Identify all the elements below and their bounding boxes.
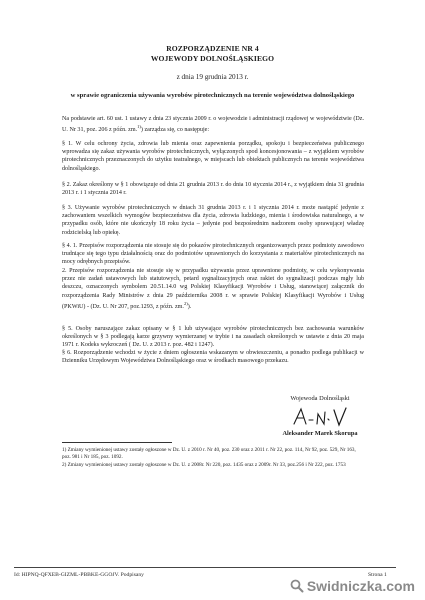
paragraph-4-1 [62, 242, 364, 267]
footnote-2: 2) Zmiany wymienionej ustawy zostały ogłoszone w Dz. U. z 2008r. Nr 220, poz. 1435 oraz z 2009r. Nr 33, poz.256 i Nr 222, poz. 1753 [62, 462, 346, 469]
footnotes [62, 447, 362, 471]
document-date: z dnia 19 grudnia 2013 r. [176, 73, 249, 81]
document-id: Id: HIPNQ-QFXEB-GIZML-PBBKE-GGOJV. Podpisany [14, 572, 144, 578]
footnote-mark: 2) [183, 300, 188, 306]
paragraph-5 [62, 325, 364, 350]
preamble-text: Na podstawie art. 60 ust. 1 ustawy z dnia 23 stycznia 2009 r. o wojewodzie i administracji rządowej w województwie (Dz. U. Nr 31, poz. 206 z późn. zm. [62, 116, 364, 134]
document-title [0, 44, 425, 64]
paragraph-text: § 4. 1. Przepisów rozporządzenia nie stosuje się do pokazów pirotechnicznych organizowanych przez podmioty zawodowo trudniące się tego typu działalnością oraz do podmiotów uprawnionych do korzystania z materiałów pirotechnicznych na mocy odrębnych przepisów. [62, 243, 364, 266]
preamble [62, 115, 364, 134]
paragraph-text: § 1. W celu ochrony życia, zdrowia lub mienia oraz zapewnienia porządku, spokoju i bezpieczeństwa publicznego wprowadza się zakaz używania wyrobów pirotechnicznych, wyłączonych spod koncesjonowania – z wyjątkiem wyrobów pirotechnicznych przeznaczonych do użytku teatralnego, w miejscach lub obiektach publicznych na terenie województwa dolnośląskiego. [62, 141, 364, 172]
footer-divider [14, 567, 396, 568]
paragraph-text: § 5. Osoby naruszające zakaz opisany w § 1 lub używające wyrobów pirotechnicznych bez zachowania warunków określonych w § 3 podlegają karze grzywny wymierzanej w trybie i na zasadach określonych w ustawie z dnia 20 maja 1971 r. Kodeks wykroczeń ( Dz. U. z 2013 r. poz. 482 i 1247). [62, 326, 364, 349]
paragraph-text: § 2. Zakaz określony w § 1 obowiązuje od dnia 21 grudnia 2013 r. do dnia 10 stycznia 2014 r., z wyjątkiem dnia 31 grudnia 2013 r. i 1 stycznia 2014 r. [62, 182, 364, 197]
paragraph-3 [62, 204, 364, 237]
paragraph-text: § 6. Rozporządzenie wchodzi w życie z dniem ogłoszenia wskazanym w obwieszczeniu, a ponadto podlega publikacji w Dzienniku Urzędowym Województwa Dolnośląskiego oraz w środkach masowego przekazu. [62, 350, 364, 365]
handwritten-signature [290, 406, 350, 428]
page-number: Strona 1 [368, 572, 387, 578]
footnote-divider [62, 442, 172, 443]
footnote-1: 1) Zmiany wymienionej ustawy zostały ogłoszone w Dz. U. z 2010 r. Nr 40, poz. 230 oraz z 2011 r. Nr 22, poz. 114, Nr 92, poz. 529, Nr 163, poz. 981 i Nr 185, poz. 1092. [62, 447, 356, 461]
paragraph-4-2 [62, 267, 364, 311]
preamble-end: ) zarządza się, co następuje: [140, 127, 210, 134]
title-line-2: WOJEWODY DOLNOŚLĄSKIEGO [150, 54, 275, 63]
paragraph-2 [62, 181, 364, 197]
paragraph-text: § 3. Używanie wyrobów pirotechnicznych w dniach 31 grudnia 2013 r. i 1 stycznia 2014 r. może nastąpić jedynie z zachowaniem wszelkich wymogów bezpieczeństwa dla życia, zdrowia ludzkiego, mienia i środowiska naturalnego, a w przypadku osób, które nie ukończyły 18 roku życia – jedynie pod bezpośrednim nadzorem osoby sprawującej władzę rodzicielską lub opiekę. [62, 205, 364, 236]
magnifier-icon [290, 579, 304, 593]
watermark-text: Swidniczka.com [306, 578, 415, 594]
paragraph-6 [62, 349, 364, 365]
title-line-1: ROZPORZĄDZENIE NR 4 [166, 44, 259, 53]
paragraph-text: 2. Przepisów rozporządzenia nie stosuje się w przypadku używania przez uprawnione podmioty, w celu wykonywania przez nie zadań ustawowych lub statutowych, petard sygnalizacyjnych oraz rakiet do sygnalizacji podczas mgły lub deszczu, oznaczonych symbolem 20.51.14.0 wg Polskiej Klasyfikacji Wyrobów i Usług, stanowiącej załącznik do rozporządzenia Rady Ministrów z dnia 29 października 2008 r. w sprawie Polskiej Klasyfikacji Wyrobów i Usług (PKWiU) - (Dz. U. Nr 207, poz.1293, z późn. zm. [62, 268, 364, 310]
signature-name: Aleksander Marek Skorupa [282, 430, 358, 437]
footnote-mark: 1) [137, 124, 141, 130]
paragraph-1 [62, 140, 364, 173]
signature-block [250, 394, 390, 438]
signature-role: Wojewoda Dolnośląski [290, 395, 350, 402]
watermark [290, 578, 415, 594]
document-subject: w sprawie ograniczenia używania wyrobów pirotechnicznych na terenie województwa dolnośląskiego [70, 92, 355, 99]
paragraph-end: ). [187, 303, 192, 310]
